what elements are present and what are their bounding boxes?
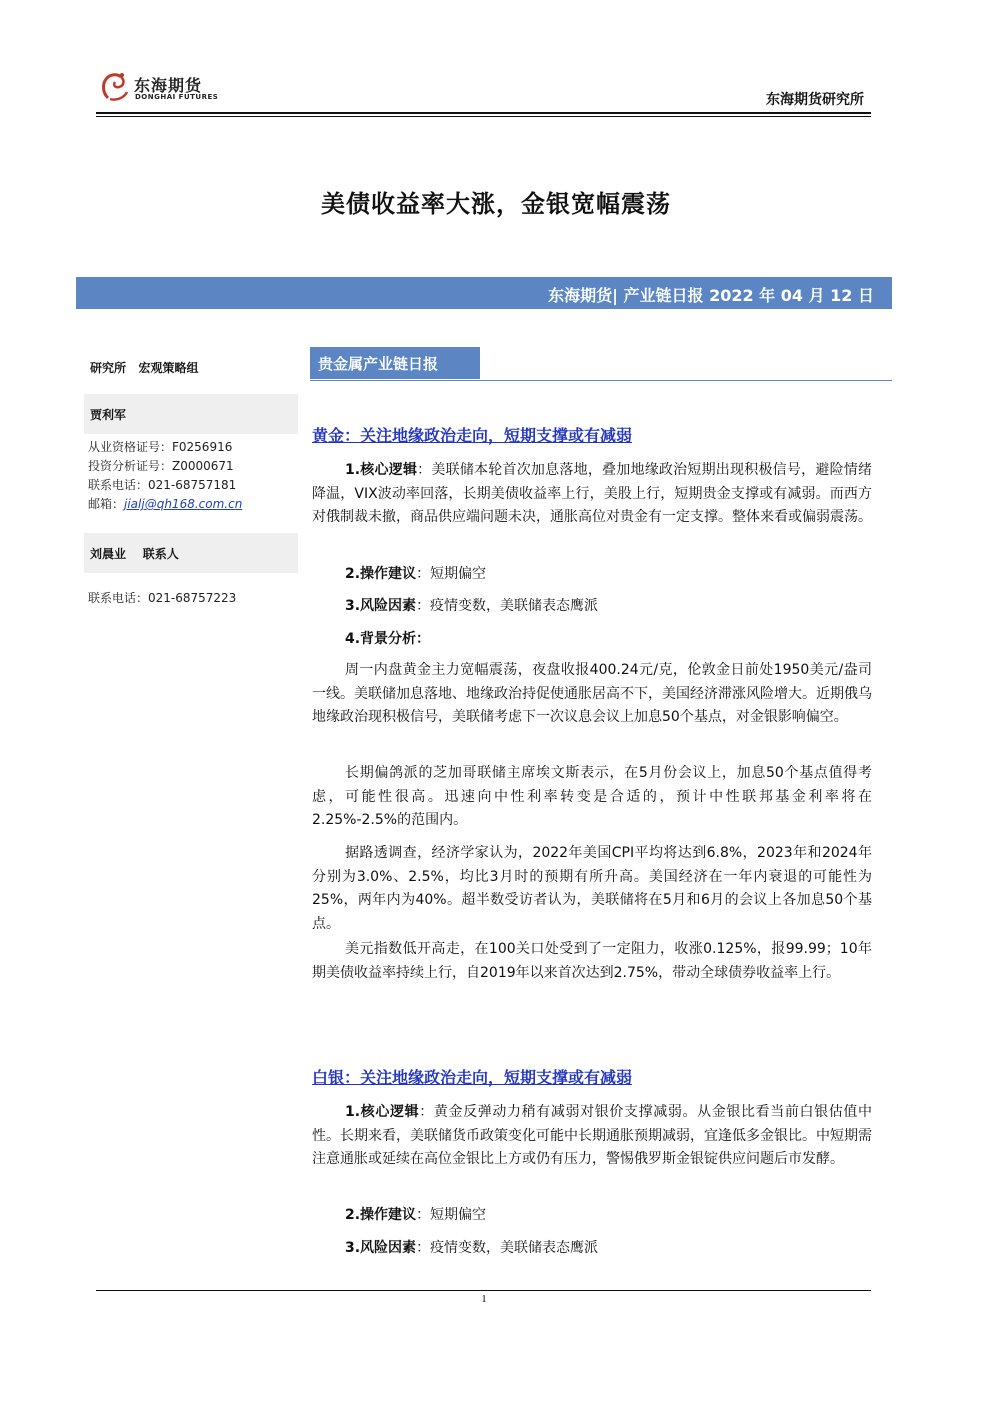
gold-logic-label: 1.核心逻辑 [345,462,418,478]
header-divider-thin [96,116,871,117]
gold-bg-label: 4.背景分析： [345,631,431,647]
gold-risk-text: ：疫情变数，美联储表态鹰派 [416,598,599,614]
gold-advice [345,563,486,583]
silver-heading: 白银：关注地缘政治走向，短期支撑或有减弱 [312,1068,633,1087]
logo-text-en: DONGHAI FUTURES [135,93,219,101]
silver-advice-text: ：短期偏空 [416,1207,487,1223]
gold-advice-text: ：短期偏空 [416,566,487,582]
gold-paragraph-3: 据路透调查，经济学家认为，2022年美国CPI平均将达到6.8%，2023年和2024年分别为3.0%、2.5%，均比3月时的预期有所升高。美国经济在一年内衰退的可能性为25%，两年内为40%。超半数受访者认为，美联储将在5月和6月的会议上各加息50个基点。 [312,845,872,932]
gold-paragraph-2: 长期偏鸽派的芝加哥联储主席埃文斯表示，在5月份会议上，加息50个基点值得考虑，可能性很高。迅速向中性利率转变是合适的，预计中性联邦基金利率将在2.25%-2.5%的范围内。 [312,765,872,828]
report-banner [76,277,892,309]
silver-core-logic [312,1101,872,1172]
gold-risk-label: 3.风险因素 [345,598,417,614]
header-divider [96,112,871,114]
silver-advice-label: 2.操作建议 [345,1207,417,1223]
logo-text-cn: 东海期货 [134,76,203,95]
analyst2-name: 刘晨业 联系人 [90,547,179,561]
analyst1-email-link[interactable]: jialj@qh168.com.cn [124,497,243,511]
email-label: 邮箱： [88,497,125,511]
analyst2-name-box [84,533,298,573]
dragon-logo-icon [98,68,134,104]
banner-text: 东海期货| 产业链日报 2022 年 04 月 12 日 [548,286,874,305]
gold-advice-label: 2.操作建议 [345,566,417,582]
gold-heading: 黄金：关注地缘政治走向，短期支撑或有减弱 [312,426,633,445]
silver-risk-text: ：疫情变数，美联储表态鹰派 [416,1240,599,1256]
gold-core-logic [312,459,872,530]
page-number: 1 [481,1293,487,1305]
silver-advice [345,1204,486,1224]
silver-risk [345,1237,598,1257]
page-title: 美债收益率大涨，金银宽幅震荡 [321,190,671,218]
analyst2-phone: 联系电话：021-68757223 [88,591,237,605]
gold-paragraph-1: 周一内盘黄金主力宽幅震荡，夜盘收报400.24元/克，伦敦金日前处1950美元/盎司一线。美联储加息落地、地缘政治持促使通胀居高不下，美国经济滞涨风险增大。近期俄乌地缘政治现积极信号，美联储考虑下一次议息会议上加息50个基点，对金银影响偏空。 [312,662,872,725]
gold-paragraph-4: 美元指数低开高走，在100关口处受到了一定阻力，收涨0.125%，报99.99；10年期美债收益率持续上行，自2019年以来首次达到2.75%，带动全球债券收益率上行。 [312,941,872,981]
section-tag-label: 贵金属产业链日报 [318,355,439,373]
section-divider [310,380,892,381]
company-logo [98,68,238,108]
header-org: 东海期货研究所 [766,92,864,108]
analyst1-name-box [84,394,298,434]
gold-logic-text: ：美联储本轮首次加息落地，叠加地缘政治短期出现积极信号，避险情绪降温，VIX波动率回落，长期美债收益率上行，美股上行，短期贵金支撑或有减弱。而西方对俄制裁未撤，商品供应端问题未决，通胀高位对贵金有一定支撑。整体来看或偏弱震荡。 [312,462,873,525]
analyst1-invest-cert: 投资分析证号：Z0000671 [88,459,234,473]
gold-background-label [345,628,430,648]
analyst1-name: 贾利军 [90,408,127,422]
silver-risk-label: 3.风险因素 [345,1240,417,1256]
section-tag [310,347,480,379]
analyst1-phone: 联系电话：021-68757181 [88,478,237,492]
analyst1-email-row [88,495,242,512]
analyst1-qualification: 从业资格证号：F0256916 [88,440,233,454]
gold-risk [345,595,598,615]
silver-logic-label: 1.核心逻辑 [345,1104,420,1120]
footer-divider [96,1290,871,1291]
sidebar-department: 研究所 宏观策略组 [90,361,199,375]
silver-logic-text: ：黄金反弹动力稍有减弱对银价支撑减弱。从金银比看当前白银估值中性。长期来看，美联储货币政策变化可能中长期通胀预期减弱，宜逢低多金银比。中短期需注意通胀或延续在高位金银比上方或仍有压力，警惕俄罗斯金银锭供应问题后市发酵。 [312,1104,873,1167]
